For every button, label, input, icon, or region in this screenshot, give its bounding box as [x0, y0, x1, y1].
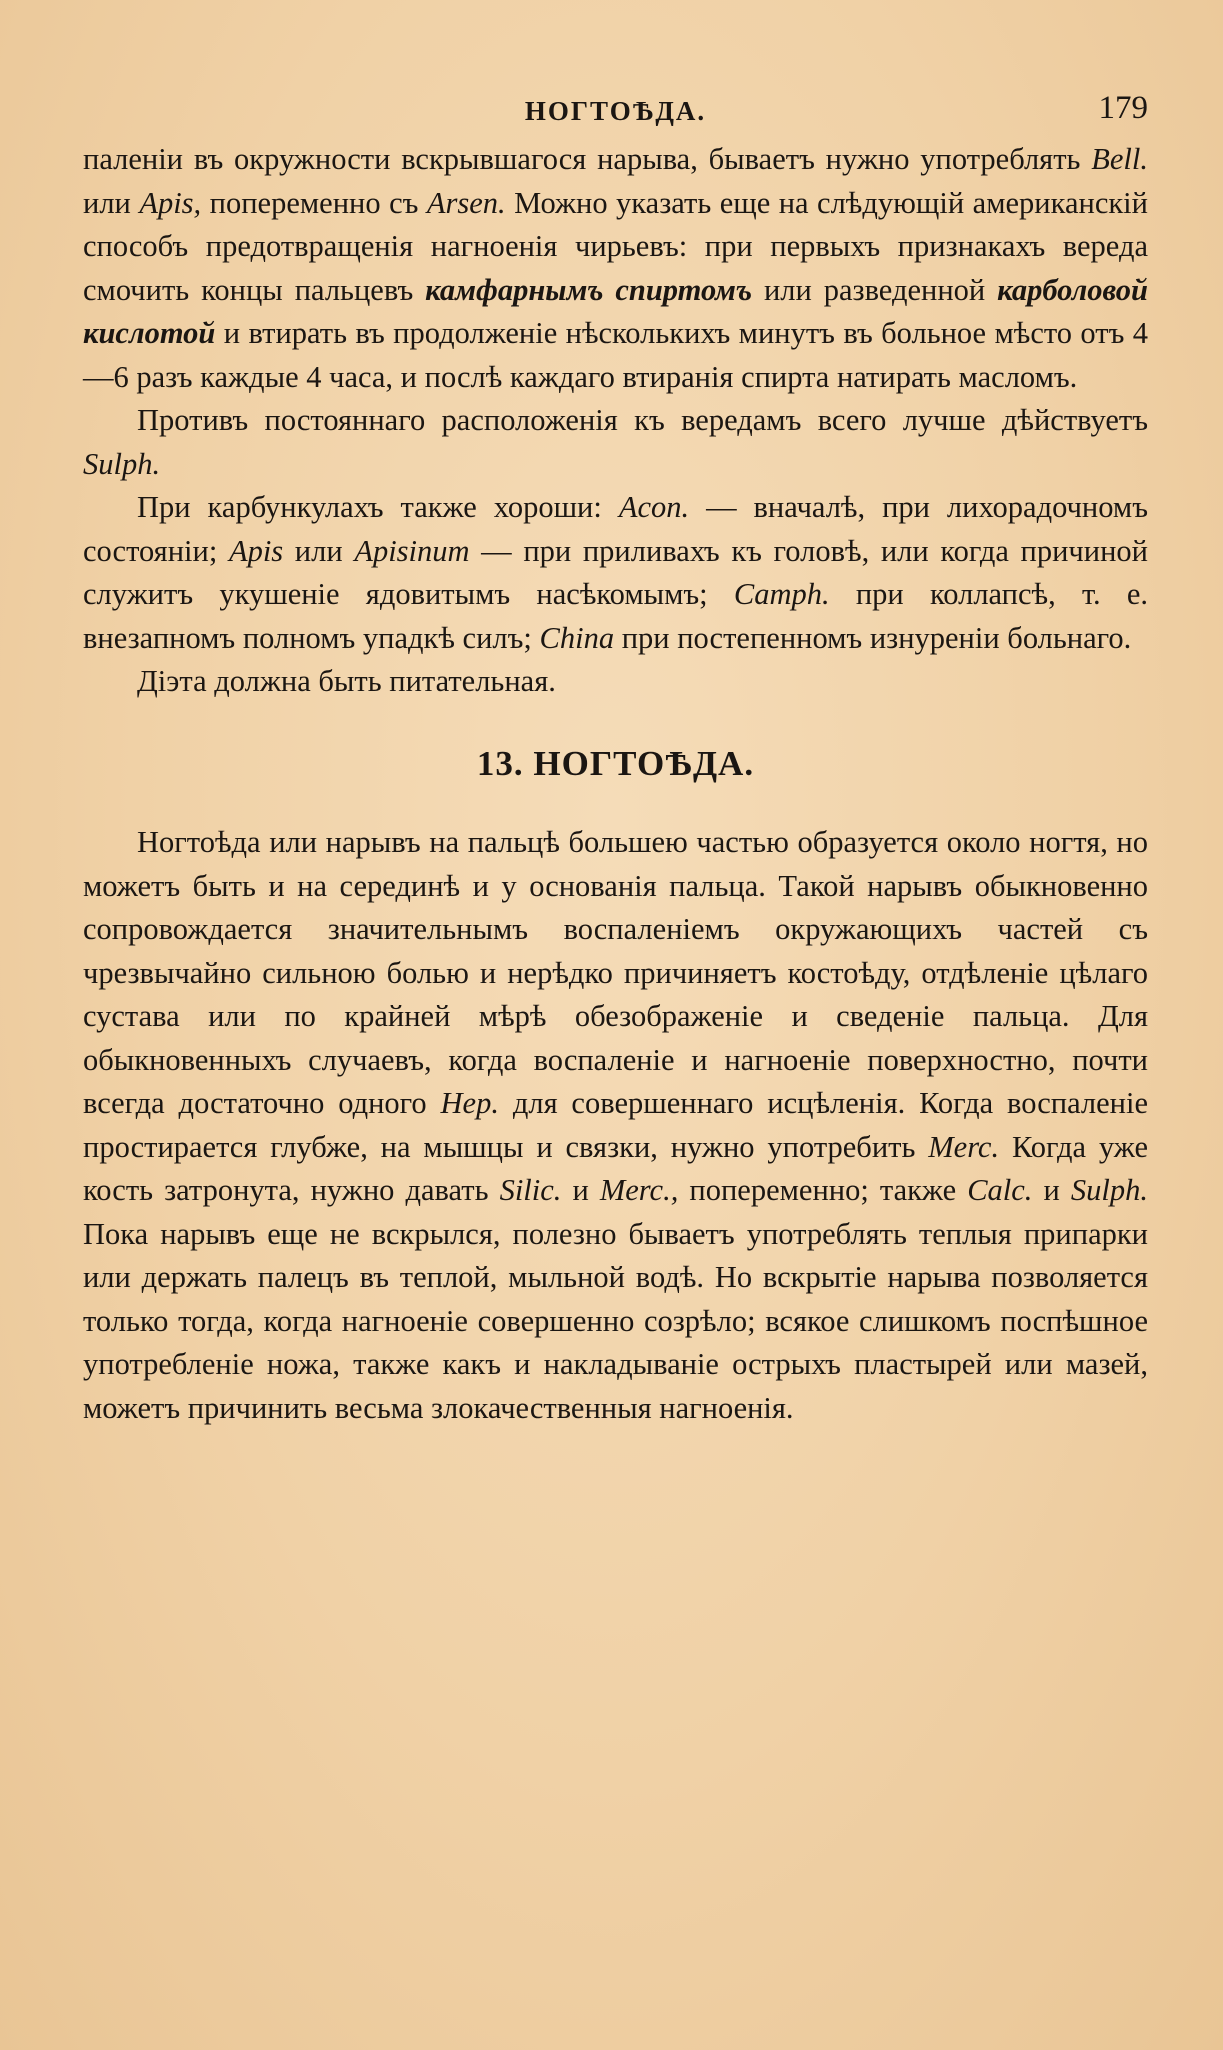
text-run: Пока нарывъ еще не вскрылся, полезно бываетъ употреблять теплыя припарки или держать палецъ въ теплой, мыльной водѣ. Но вскрытіе нарыва позволяется только тогда, когда нагноеніе совершенно созрѣло; всякое слишкомъ поспѣшное употребленіе ножа, также какъ и накладываніе острыхъ пластырей или мазей, можетъ причинить весьма злокачественныя нагноенія.	[83, 1216, 1148, 1425]
text-run: и втирать въ продолженіе нѣсколькихъ минутъ въ больное мѣсто отъ 4—6 разъ каждые 4 часа, и послѣ каждаго втиранія спирта натирать масломъ.	[83, 316, 1148, 394]
remedy-name: Acon.	[618, 490, 690, 524]
emphasis: камфарнымъ спиртомъ	[425, 272, 753, 307]
text-run: При карбункулахъ также хороши:	[137, 490, 619, 524]
paragraph-boils-prevention	[83, 399, 1148, 486]
text-run: попеременно; также	[678, 1173, 968, 1207]
remedy-name: Silic.	[499, 1173, 562, 1207]
text-run: для совершеннаго исцѣленія. Когда воспаленіе простирается глубже, на мышцы и связки, нужно употребить	[83, 1086, 1148, 1164]
remedy-name: Merc.,	[599, 1173, 679, 1207]
remedy-name: Sulph.	[1070, 1173, 1148, 1207]
text-run: — вначалѣ, при лихорадочномъ состояніи;	[83, 490, 1148, 568]
running-title: НОГТОѢДА.	[524, 96, 707, 126]
remedy-name: Apis,	[139, 185, 202, 220]
text-run: Противъ постояннаго расположенія къ вередамъ всего лучше дѣйствуетъ	[137, 403, 1148, 437]
text-run: попеременно съ	[201, 185, 427, 220]
text-run: и	[1032, 1173, 1071, 1207]
remedy-name: Arsen.	[426, 185, 506, 220]
remedy-name: Merc.	[928, 1129, 1000, 1164]
remedy-name: Apisinum	[354, 533, 470, 568]
page-number: 179	[1098, 90, 1148, 126]
text-run: Когда уже кость затронута, нужно давать	[83, 1129, 1148, 1207]
text-run: паленіи въ окружности вскрывшагося нарыва, бываетъ нужно употреблять	[83, 142, 1092, 176]
paragraph-diet: Діэта должна быть питательная.	[137, 664, 556, 698]
emphasis: карболовой кислотой	[83, 272, 1148, 350]
text-run: Можно указать еще на слѣдующій американскій способъ предотвращенія нагноенія чирьевъ: при первыхъ признакахъ вереда смочить концы пальцевъ	[83, 185, 1148, 307]
text-run: Ногтоѣда или нарывъ на пальцѣ большею частью образуется около ногтя, но можетъ быть и на серединѣ и у основанія пальца. Такой нарывъ обыкновенно сопровождается значительнымъ воспаленіемъ окружающихъ частей съ чрезвычайно сильною болью и нерѣдко причиняетъ костоѣду, отдѣленіе цѣлаго сустава или по крайней мѣрѣ обезображеніе и сведеніе пальца. Для обыкновенныхъ случаевъ, когда воспаленіе и нагноеніе поверхностно, почти всегда достаточно одного	[83, 825, 1148, 1120]
remedy-name: Camph.	[733, 577, 830, 611]
paragraph-carbuncles	[83, 486, 1148, 660]
section-heading: 13. НОГТОѢДА.	[476, 743, 755, 783]
remedy-name: Bell.	[1091, 142, 1148, 176]
text-run: при постепенномъ изнуреніи больнаго.	[614, 620, 1132, 655]
remedy-name: Sulph.	[83, 446, 161, 481]
remedy-name: Hep.	[440, 1086, 499, 1120]
text-run: или разведенной	[752, 272, 998, 307]
running-head	[83, 88, 1148, 138]
text-run: или	[283, 533, 355, 568]
text-run: при коллапсѣ, т. е. внезапномъ полномъ упадкѣ силъ;	[83, 577, 1148, 655]
remedy-name: Calc.	[967, 1173, 1033, 1207]
text-run: или	[83, 185, 140, 220]
paragraph-boils-continued	[83, 138, 1148, 399]
text-run: и	[561, 1173, 600, 1207]
paragraph-whitlow	[83, 821, 1148, 1430]
body-text	[83, 138, 1148, 1430]
text-run: — при приливахъ къ головѣ, или когда причиной служитъ укушеніе ядовитымъ насѣкомымъ;	[83, 533, 1148, 611]
remedy-name: Apis	[228, 533, 284, 568]
remedy-name: China	[539, 620, 615, 655]
book-page	[83, 88, 1148, 1430]
